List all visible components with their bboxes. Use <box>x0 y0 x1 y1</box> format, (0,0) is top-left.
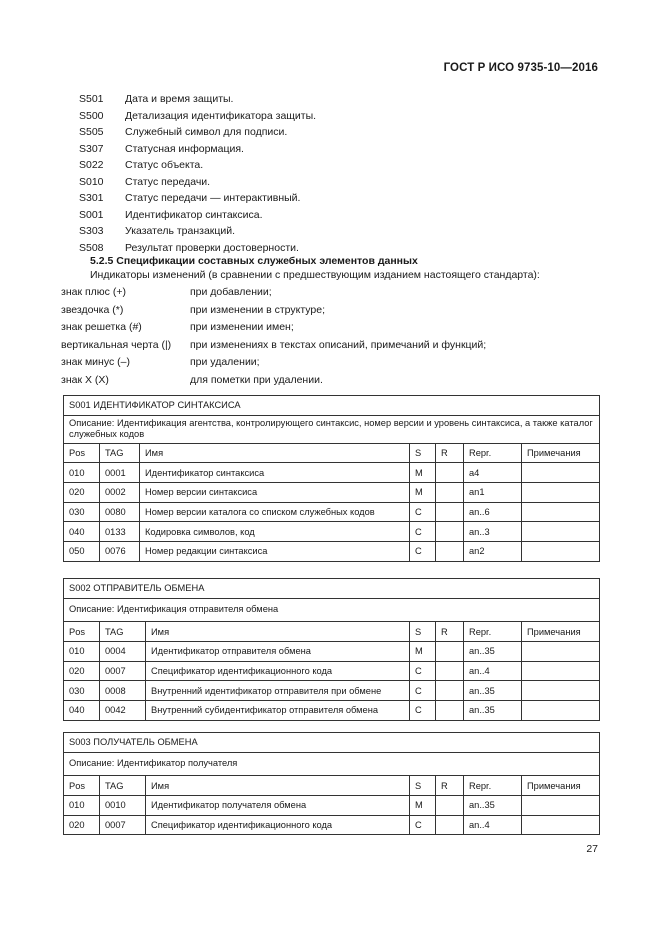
cell <box>522 642 600 662</box>
list-item <box>79 240 316 257</box>
code-description: Дата и время защиты. <box>125 93 234 105</box>
cell <box>436 642 464 662</box>
cell: Номер версии каталога со списком служебных кодов <box>140 502 410 522</box>
table-row <box>64 661 600 681</box>
table-header-row <box>64 443 600 463</box>
section-title: 5.2.5 Спецификации составных служебных элементов данных <box>90 255 418 267</box>
segment-table-s001 <box>63 395 600 562</box>
cell: an..4 <box>464 661 522 681</box>
cell: C <box>410 815 436 835</box>
cell <box>436 661 464 681</box>
cell: Внутренний идентификатор отправителя при обмене <box>146 681 410 701</box>
cell: 0008 <box>100 681 146 701</box>
cell: a4 <box>464 463 522 483</box>
code: S301 <box>79 192 104 204</box>
column-header: Имя <box>146 622 410 642</box>
cell: 030 <box>64 681 100 701</box>
table-row <box>64 815 600 835</box>
indicator-symbol: знак плюс (+) <box>61 286 126 298</box>
cell: Идентификатор синтаксиса <box>140 463 410 483</box>
column-header: Pos <box>64 443 100 463</box>
cell <box>436 463 464 483</box>
table-title: S002 ОТПРАВИТЕЛЬ ОБМЕНА <box>64 579 600 599</box>
cell: Кодировка символов, код <box>140 522 410 542</box>
cell: 040 <box>64 522 100 542</box>
cell: an..3 <box>464 522 522 542</box>
cell <box>522 522 600 542</box>
code: S500 <box>79 109 104 122</box>
cell: an..35 <box>464 681 522 701</box>
indicator-meaning: при изменении имен; <box>190 321 294 333</box>
list-item <box>79 91 316 108</box>
column-header: TAG <box>100 443 140 463</box>
cell: M <box>410 463 436 483</box>
column-header: Repr. <box>464 776 522 796</box>
cell: Номер редакции синтаксиса <box>140 542 410 562</box>
cell: an..6 <box>464 502 522 522</box>
cell: 0080 <box>100 502 140 522</box>
cell: an..35 <box>464 701 522 721</box>
code-description: Результат проверки достоверности. <box>125 241 299 254</box>
list-item <box>79 157 316 174</box>
cell: Идентификатор получателя обмена <box>146 796 410 816</box>
cell: an..35 <box>464 796 522 816</box>
table-description: Описание: Идентификатор получателя <box>64 752 600 776</box>
indicator-item <box>61 372 486 390</box>
list-item <box>79 207 316 224</box>
cell <box>436 522 464 542</box>
code: S010 <box>79 175 104 188</box>
cell <box>522 681 600 701</box>
cell: 0002 <box>100 483 140 503</box>
cell: 0010 <box>100 796 146 816</box>
column-header: Pos <box>64 622 100 642</box>
indicator-meaning: при удалении; <box>190 356 260 368</box>
table-title: S001 ИДЕНТИФИКАТОР СИНТАКСИСА <box>64 396 600 416</box>
code: S501 <box>79 93 104 105</box>
indicator-symbol: знак решетка (#) <box>61 321 142 333</box>
indicator-meaning: для пометки при удалении. <box>190 373 323 386</box>
table-header-row <box>64 776 600 796</box>
list-item <box>79 174 316 191</box>
cell: 030 <box>64 502 100 522</box>
table-title: S003 ПОЛУЧАТЕЛЬ ОБМЕНА <box>64 733 600 753</box>
cell <box>522 463 600 483</box>
column-header: TAG <box>100 776 146 796</box>
cell: 0001 <box>100 463 140 483</box>
cell: M <box>410 796 436 816</box>
cell <box>522 796 600 816</box>
document-header: ГОСТ Р ИСО 9735-10—2016 <box>443 62 598 74</box>
code-description: Статус объекта. <box>125 159 204 171</box>
cell: C <box>410 681 436 701</box>
code-description: Детализация идентификатора защиты. <box>125 109 317 122</box>
code-description: Служебный символ для подписи. <box>125 126 288 138</box>
cell: C <box>410 542 436 562</box>
column-header: Repr. <box>464 622 522 642</box>
cell: M <box>410 483 436 503</box>
code-description: Указатель транзакций. <box>125 225 236 237</box>
table-row <box>64 796 600 816</box>
cell <box>436 701 464 721</box>
list-item <box>79 108 316 125</box>
indicator-symbol: звездочка (*) <box>61 303 124 316</box>
cell: 0007 <box>100 661 146 681</box>
cell <box>436 681 464 701</box>
indicator-meaning: при добавлении; <box>190 286 272 298</box>
column-header: Примечания <box>522 443 600 463</box>
code: S505 <box>79 126 104 138</box>
code: S022 <box>79 159 104 171</box>
cell: 020 <box>64 661 100 681</box>
cell: 010 <box>64 796 100 816</box>
column-header: Pos <box>64 776 100 796</box>
code: S001 <box>79 208 104 221</box>
cell: 0007 <box>100 815 146 835</box>
table-row <box>64 642 600 662</box>
indicator-meaning: при изменениях в текстах описаний, примечаний и функций; <box>190 338 487 351</box>
indicator-symbol: знак минус (–) <box>61 356 130 368</box>
column-header: R <box>436 622 464 642</box>
cell <box>522 502 600 522</box>
column-header: R <box>436 776 464 796</box>
table-description: Описание: Идентификация агентства, контролирующего синтаксис, номер версии и уровень синтаксиса, а также каталог служебных кодов <box>64 415 600 443</box>
column-header: Примечания <box>522 622 600 642</box>
code-description: Статус передачи — интерактивный. <box>125 192 301 204</box>
list-item <box>79 124 316 141</box>
cell <box>522 483 600 503</box>
cell <box>436 542 464 562</box>
cell: Идентификатор отправителя обмена <box>146 642 410 662</box>
cell <box>522 542 600 562</box>
code: S307 <box>79 142 104 155</box>
cell: an..35 <box>464 642 522 662</box>
list-item <box>79 141 316 158</box>
cell: 0004 <box>100 642 146 662</box>
table-row <box>64 502 600 522</box>
cell: 010 <box>64 463 100 483</box>
code: S303 <box>79 225 104 237</box>
column-header: Имя <box>146 776 410 796</box>
table-description: Описание: Идентификация отправителя обмена <box>64 598 600 622</box>
cell: C <box>410 522 436 542</box>
cell: 050 <box>64 542 100 562</box>
cell: 020 <box>64 483 100 503</box>
service-codes-list <box>79 91 316 256</box>
segment-table-s003 <box>63 732 600 835</box>
table-row <box>64 522 600 542</box>
cell: Спецификатор идентификационного кода <box>146 661 410 681</box>
cell <box>436 502 464 522</box>
cell: 0133 <box>100 522 140 542</box>
page-number: 27 <box>586 843 598 855</box>
cell: 020 <box>64 815 100 835</box>
cell: an1 <box>464 483 522 503</box>
list-item <box>79 223 316 240</box>
table-header-row <box>64 622 600 642</box>
column-header: Имя <box>140 443 410 463</box>
table-row <box>64 681 600 701</box>
indicator-symbol: знак X (X) <box>61 373 109 386</box>
cell: C <box>410 661 436 681</box>
cell <box>522 701 600 721</box>
column-header: R <box>436 443 464 463</box>
code-description: Статусная информация. <box>125 142 244 155</box>
cell: Спецификатор идентификационного кода <box>146 815 410 835</box>
indicator-item <box>61 302 486 320</box>
cell: Внутренний субидентификатор отправителя обмена <box>146 701 410 721</box>
table-row <box>64 483 600 503</box>
code-description: Статус передачи. <box>125 175 211 188</box>
cell: 040 <box>64 701 100 721</box>
column-header: TAG <box>100 622 146 642</box>
table-row <box>64 542 600 562</box>
indicators-intro: Индикаторы изменений (в сравнении с предшествующим изданием настоящего стандарта): <box>90 269 540 281</box>
column-header: Repr. <box>464 443 522 463</box>
cell: 010 <box>64 642 100 662</box>
indicator-item <box>61 319 486 337</box>
column-header: Примечания <box>522 776 600 796</box>
cell <box>436 483 464 503</box>
segment-table-s002 <box>63 578 600 721</box>
indicator-symbol: вертикальная черта (|) <box>61 338 172 351</box>
cell: an2 <box>464 542 522 562</box>
column-header: S <box>410 622 436 642</box>
table-row <box>64 701 600 721</box>
column-header: S <box>410 443 436 463</box>
cell: 0042 <box>100 701 146 721</box>
cell <box>436 815 464 835</box>
code: S508 <box>79 241 104 254</box>
cell: C <box>410 701 436 721</box>
cell: 0076 <box>100 542 140 562</box>
code-description: Идентификатор синтаксиса. <box>125 208 263 221</box>
table-row <box>64 463 600 483</box>
indicator-item <box>61 284 486 302</box>
cell <box>522 661 600 681</box>
cell: an..4 <box>464 815 522 835</box>
change-indicators-list <box>61 284 486 389</box>
cell <box>436 796 464 816</box>
indicator-meaning: при изменении в структуре; <box>190 303 326 316</box>
cell: M <box>410 642 436 662</box>
indicator-item <box>61 354 486 372</box>
cell: C <box>410 502 436 522</box>
column-header: S <box>410 776 436 796</box>
cell: Номер версии синтаксиса <box>140 483 410 503</box>
list-item <box>79 190 316 207</box>
cell <box>522 815 600 835</box>
indicator-item <box>61 337 486 355</box>
